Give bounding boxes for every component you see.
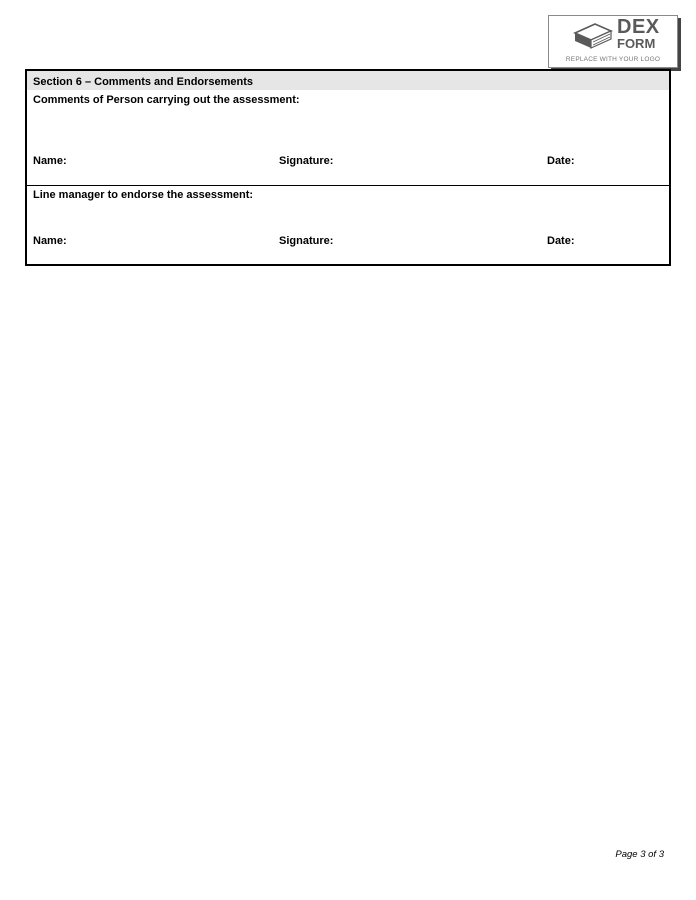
logo (548, 15, 678, 68)
assessor-name-label: Name: (33, 155, 67, 167)
manager-date-label: Date: (547, 235, 575, 247)
manager-signature-label: Signature: (279, 235, 334, 247)
page-number: Page 3 of 3 (615, 849, 664, 860)
book-icon (573, 21, 613, 51)
manager-name-label: Name: (33, 235, 67, 247)
endorse-label: Line manager to endorse the assessment: (33, 189, 254, 201)
comments-endorsements-form (25, 69, 671, 266)
assessor-signature-label: Signature: (279, 155, 334, 167)
section-header: Section 6 – Comments and Endorsements (27, 71, 669, 90)
logo-tagline: REPLACE WITH YOUR LOGO (565, 56, 661, 63)
manager-endorsement-block (27, 186, 669, 264)
assessor-comments-block (27, 90, 669, 186)
assessor-date-label: Date: (547, 155, 575, 167)
comments-label: Comments of Person carrying out the assessment: (33, 94, 300, 106)
logo-title: DEX (617, 16, 660, 38)
logo-subtitle: FORM (617, 36, 656, 51)
